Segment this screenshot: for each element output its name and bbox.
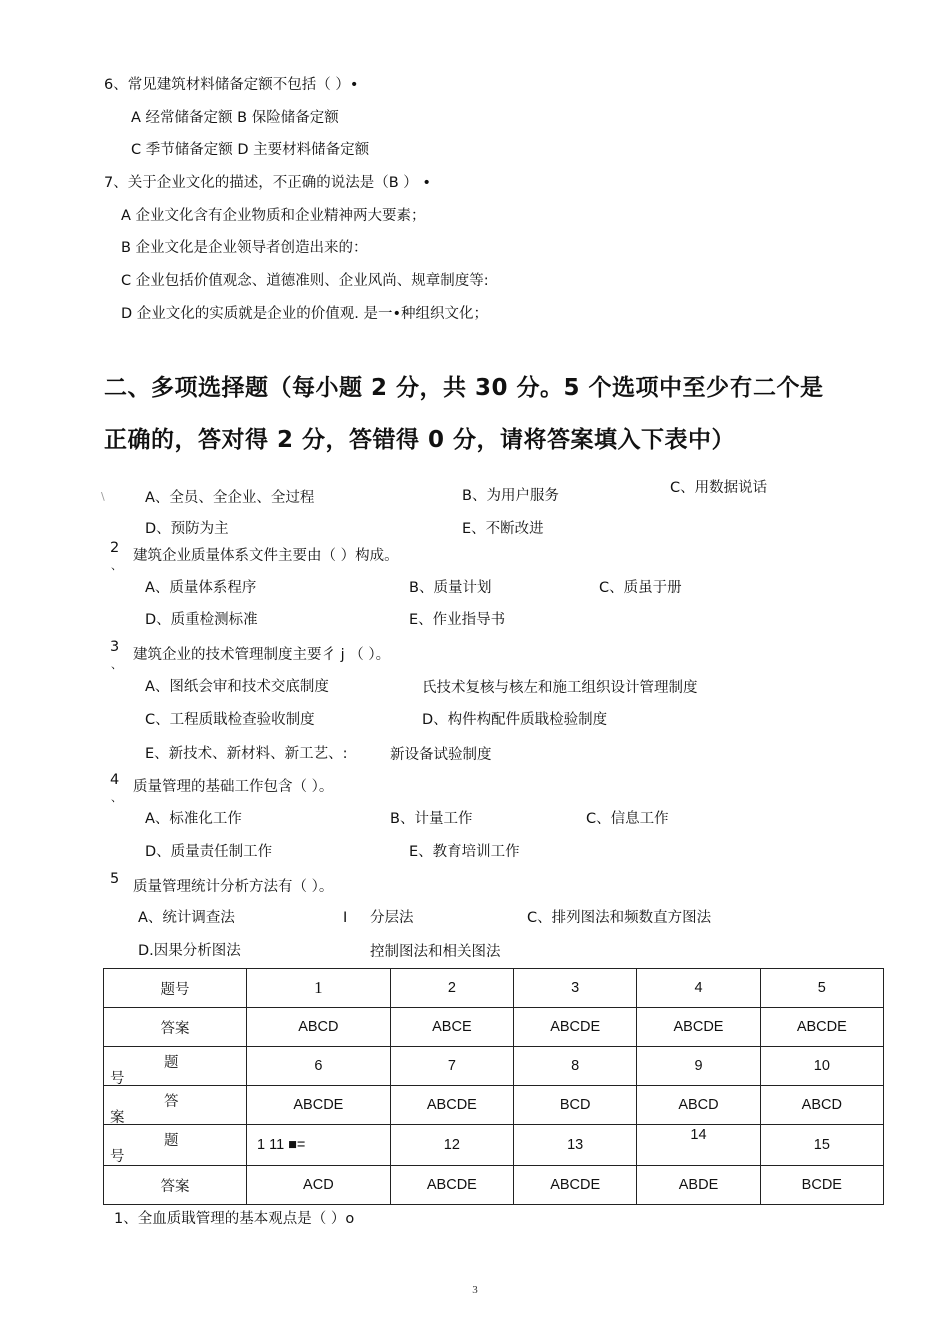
table-label-part: 号 [110, 1149, 125, 1165]
question-5-option-a: A、统计调查法 [138, 910, 235, 926]
table-label-part: 题 [164, 1055, 179, 1071]
question-6: 6、常见建筑材料储备定额不包括（ ）• [104, 77, 359, 93]
table-cell: ABCDE [390, 1086, 513, 1125]
answer-table [103, 968, 884, 1205]
table-cell: 3 [514, 969, 637, 1008]
question-5-option-b-mark: I [343, 910, 348, 926]
table-cell: 10 [760, 1047, 883, 1086]
table-row [104, 969, 884, 1008]
table-cell: ACD [247, 1166, 391, 1205]
table-cell: ABCDE [760, 1008, 883, 1047]
table-cell: 15 [760, 1125, 883, 1166]
table-cell: ABCDE [390, 1166, 513, 1205]
question-4-option-b: B、计量工作 [390, 811, 473, 827]
question-3-option-e-part-1: E、新技术、新材料、新工艺、: [145, 746, 348, 762]
question-1-option-b: B、为用户服务 [462, 488, 559, 504]
question-2: 建筑企业质量体系文件主要由（ ）构成。 [133, 548, 399, 564]
table-row [104, 1047, 884, 1086]
question-5-option-d: D.因果分析图法 [138, 943, 241, 959]
question-5: 质量管理统计分析方法有（ ）。 [133, 879, 334, 895]
table-cell: 5 [760, 969, 883, 1008]
table-label-part: 答 [164, 1094, 179, 1110]
question-5-number: 5 [110, 871, 120, 887]
question-4-separator: 、 [111, 791, 122, 804]
question-2-option-e: E、作业指导书 [409, 612, 506, 628]
question-1-option-a: A、全员、全企业、全过程 [145, 490, 315, 506]
question-7-option-b: B 企业文化是企业领导者创造出来的： [121, 240, 368, 256]
table-row [104, 1086, 884, 1125]
table-cell: 2 [390, 969, 513, 1008]
question-3-number: 3 [110, 639, 120, 655]
table-label-part: 案 [110, 1110, 125, 1126]
table-row [104, 1125, 884, 1166]
question-7: 7、关于企业文化的描述，不正确的说法是（B ） • [104, 175, 431, 191]
question-4-option-c: C、信息工作 [586, 811, 669, 827]
question-3-option-c: C、工程质戢检查验收制度 [145, 712, 315, 728]
table-label-cell: 答案 [104, 1166, 247, 1205]
table-cell: 14 [637, 1125, 760, 1166]
question-1-option-e: E、不断改进 [462, 521, 544, 537]
table-row [104, 1008, 884, 1047]
question-3-option-b: 氏技术复核与核左和施工组织设计管理制度 [422, 680, 698, 696]
question-2-number: 2 [110, 540, 120, 556]
question-4-number: 4 [110, 772, 120, 788]
table-cell: 13 [514, 1125, 637, 1166]
table-cell: ABDE [637, 1166, 760, 1205]
question-3-option-e-part-2: 新设备试验制度 [390, 747, 492, 763]
question-2-option-d: D、质重检测标准 [145, 612, 258, 628]
question-4-option-d: D、质量责任制工作 [145, 844, 273, 860]
table-label-cell: 题号 [104, 969, 247, 1008]
question-1-mark: \ [101, 490, 105, 503]
question-4-option-e: E、教育培训工作 [409, 844, 520, 860]
table-cell: 1 11 ■= [247, 1125, 391, 1166]
table-cell: ABCDE [514, 1166, 637, 1205]
section-2-heading-line-1: 二、多项选择题（每小题 2 分，共 30 分。5 个选项中至少冇二个是 [104, 375, 824, 401]
table-cell: ABCDE [247, 1086, 391, 1125]
table-cell: 6 [247, 1047, 391, 1086]
table-cell: 8 [514, 1047, 637, 1086]
question-3: 建筑企业的技术管理制度主要彳 j （ ）。 [133, 647, 391, 663]
question-2-separator: 、 [111, 559, 122, 572]
question-3-option-d: D、构件构配件质戢检验制度 [422, 712, 608, 728]
table-row [104, 1166, 884, 1205]
question-3-option-a: A、图纸会审和技术交底制度 [145, 679, 329, 695]
question-3-separator: 、 [111, 658, 122, 671]
table-cell: 1 [247, 969, 391, 1008]
section-2-heading-line-2: 正确的，答对得 2 分，答错得 0 分，请将答案填入下表中） [104, 427, 736, 453]
question-5-option-e: 控制图法和相关图法 [370, 944, 501, 960]
table-label-cell [104, 1086, 247, 1125]
question-1-option-c: C、用数据说话 [670, 480, 768, 496]
table-cell: BCD [514, 1086, 637, 1125]
table-cell: BCDE [760, 1166, 883, 1205]
question-7-option-d: D 企业文化的实质就是企业的价值观. 是一•种组织文化； [121, 306, 489, 322]
question-6-options-ab: A 经常储备定额 B 保险储备定额 [131, 110, 339, 126]
question-1-option-d: D、预防为主 [145, 521, 229, 537]
table-cell: ABCDE [637, 1008, 760, 1047]
question-4: 质量管理的基础工作包含（ ）。 [133, 779, 334, 795]
table-label-cell [104, 1125, 247, 1166]
table-cell: 7 [390, 1047, 513, 1086]
table-label-part: 题 [164, 1133, 179, 1149]
question-2-option-a: A、质量体系程序 [145, 580, 257, 596]
question-5-option-b: 分层法 [370, 910, 414, 926]
table-label-cell: 答案 [104, 1008, 247, 1047]
question-7-option-c: C 企业包括价值观念、道德准则、企业风尚、规章制度等: [121, 273, 489, 289]
question-7-option-a: A 企业文化含有企业物质和企业精神两大要素； [121, 208, 426, 224]
question-4-option-a: A、标准化工作 [145, 811, 242, 827]
table-cell: ABCE [390, 1008, 513, 1047]
page-number: 3 [472, 1284, 478, 1296]
table-cell: 12 [390, 1125, 513, 1166]
question-5-option-c: C、排列图法和频数直方图法 [527, 910, 712, 926]
table-cell: ABCDE [514, 1008, 637, 1047]
question-2-option-b: B、质量计划 [409, 580, 492, 596]
question-6-options-cd: C 季节储备定额 D 主要材料储备定额 [131, 142, 370, 158]
table-cell: 4 [637, 969, 760, 1008]
table-label-cell [104, 1047, 247, 1086]
table-cell: ABCD [247, 1008, 391, 1047]
table-cell: ABCD [637, 1086, 760, 1125]
question-1: 1、全血质戢管理的基本观点是（ ）o [114, 1211, 355, 1227]
table-cell: 9 [637, 1047, 760, 1086]
table-label-part: 号 [110, 1071, 125, 1087]
question-2-option-c: C、质虽于册 [599, 580, 682, 596]
table-cell: ABCD [760, 1086, 883, 1125]
